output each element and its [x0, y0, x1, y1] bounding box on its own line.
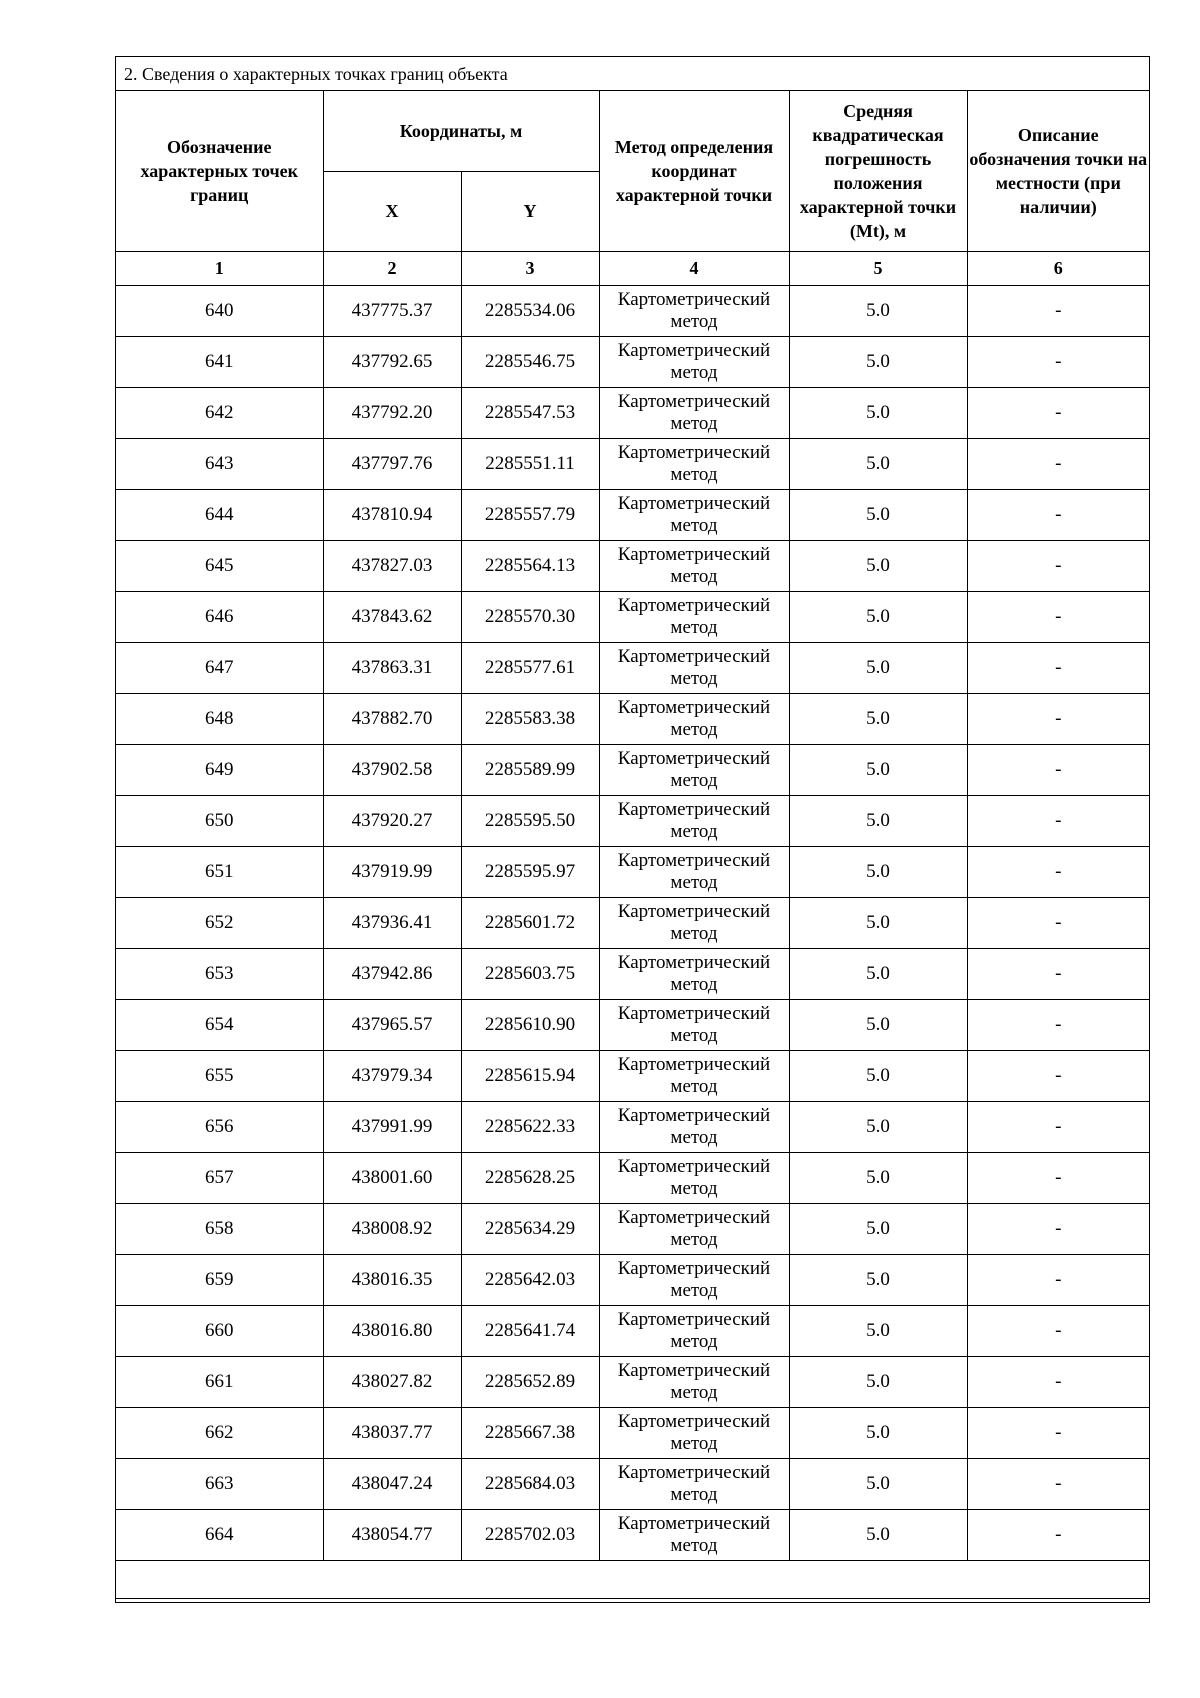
method-cell: Картометрический метод	[599, 897, 789, 948]
method-cell: Картометрический метод	[599, 846, 789, 897]
description-cell: -	[967, 795, 1149, 846]
y-cell: 2285702.03	[461, 1509, 599, 1560]
x-cell: 437792.65	[323, 336, 461, 387]
description-cell: -	[967, 1101, 1149, 1152]
y-cell: 2285595.97	[461, 846, 599, 897]
y-cell: 2285634.29	[461, 1203, 599, 1254]
x-cell: 437843.62	[323, 591, 461, 642]
method-cell: Картометрический метод	[599, 1101, 789, 1152]
method-cell: Картометрический метод	[599, 948, 789, 999]
y-cell: 2285547.53	[461, 387, 599, 438]
point-cell: 649	[116, 744, 323, 795]
y-cell: 2285583.38	[461, 693, 599, 744]
x-cell: 438016.80	[323, 1305, 461, 1356]
method-cell: Картометрический метод	[599, 744, 789, 795]
table-row	[116, 489, 1149, 540]
method-cell: Картометрический метод	[599, 1305, 789, 1356]
description-cell: -	[967, 1203, 1149, 1254]
x-cell: 437979.34	[323, 1050, 461, 1101]
description-cell: -	[967, 1356, 1149, 1407]
method-cell: Картометрический метод	[599, 693, 789, 744]
table-row	[116, 1203, 1149, 1254]
y-cell: 2285667.38	[461, 1407, 599, 1458]
description-cell: -	[967, 1458, 1149, 1509]
table-row	[116, 285, 1149, 336]
point-cell: 664	[116, 1509, 323, 1560]
x-cell: 437965.57	[323, 999, 461, 1050]
method-cell: Картометрический метод	[599, 1050, 789, 1101]
x-cell: 438047.24	[323, 1458, 461, 1509]
y-cell: 2285551.11	[461, 438, 599, 489]
section-title: 2. Сведения о характерных точках границ объекта	[116, 57, 1149, 91]
description-cell: -	[967, 744, 1149, 795]
method-cell: Картометрический метод	[599, 795, 789, 846]
method-cell: Картометрический метод	[599, 591, 789, 642]
point-cell: 641	[116, 336, 323, 387]
x-cell: 437991.99	[323, 1101, 461, 1152]
x-cell: 438027.82	[323, 1356, 461, 1407]
point-cell: 643	[116, 438, 323, 489]
column-number: 1	[116, 251, 323, 285]
point-cell: 658	[116, 1203, 323, 1254]
y-cell: 2285546.75	[461, 336, 599, 387]
table-row	[116, 1152, 1149, 1203]
table-row	[116, 540, 1149, 591]
header-coordinates: Координаты, м	[323, 91, 599, 171]
header-method: Метод определения координат характерной точки	[599, 91, 789, 251]
error-cell: 5.0	[789, 591, 967, 642]
header-x: X	[323, 171, 461, 251]
point-cell: 662	[116, 1407, 323, 1458]
y-cell: 2285652.89	[461, 1356, 599, 1407]
description-cell: -	[967, 336, 1149, 387]
method-cell: Картометрический метод	[599, 285, 789, 336]
error-cell: 5.0	[789, 1509, 967, 1560]
method-cell: Картометрический метод	[599, 336, 789, 387]
description-cell: -	[967, 846, 1149, 897]
table-row	[116, 846, 1149, 897]
header-y: Y	[461, 171, 599, 251]
y-cell: 2285601.72	[461, 897, 599, 948]
error-cell: 5.0	[789, 1356, 967, 1407]
x-cell: 438054.77	[323, 1509, 461, 1560]
method-cell: Картометрический метод	[599, 1152, 789, 1203]
method-cell: Картометрический метод	[599, 438, 789, 489]
description-cell: -	[967, 948, 1149, 999]
table-row	[116, 438, 1149, 489]
description-cell: -	[967, 999, 1149, 1050]
point-cell: 650	[116, 795, 323, 846]
method-cell: Картометрический метод	[599, 1203, 789, 1254]
table-row	[116, 1356, 1149, 1407]
table-row	[116, 1305, 1149, 1356]
error-cell: 5.0	[789, 744, 967, 795]
method-cell: Картометрический метод	[599, 1356, 789, 1407]
table-body	[116, 285, 1149, 1598]
point-cell: 656	[116, 1101, 323, 1152]
column-number: 4	[599, 251, 789, 285]
empty-footer-cell	[116, 1560, 1149, 1598]
point-cell: 642	[116, 387, 323, 438]
x-cell: 437863.31	[323, 642, 461, 693]
description-cell: -	[967, 438, 1149, 489]
description-cell: -	[967, 387, 1149, 438]
x-cell: 437810.94	[323, 489, 461, 540]
point-cell: 646	[116, 591, 323, 642]
error-cell: 5.0	[789, 540, 967, 591]
x-cell: 437919.99	[323, 846, 461, 897]
x-cell: 437942.86	[323, 948, 461, 999]
point-cell: 644	[116, 489, 323, 540]
y-cell: 2285564.13	[461, 540, 599, 591]
header-designation: Обозначение характерных точек границ	[116, 91, 323, 251]
header-description: Описание обозначения точки на местности (при наличии)	[967, 91, 1149, 251]
y-cell: 2285570.30	[461, 591, 599, 642]
header-error: Средняя квадратическая погрешность положения характерной точки (Mt), м	[789, 91, 967, 251]
error-cell: 5.0	[789, 1254, 967, 1305]
table-row	[116, 1458, 1149, 1509]
error-cell: 5.0	[789, 1050, 967, 1101]
method-cell: Картометрический метод	[599, 387, 789, 438]
y-cell: 2285534.06	[461, 285, 599, 336]
error-cell: 5.0	[789, 285, 967, 336]
y-cell: 2285595.50	[461, 795, 599, 846]
y-cell: 2285603.75	[461, 948, 599, 999]
y-cell: 2285628.25	[461, 1152, 599, 1203]
column-number: 5	[789, 251, 967, 285]
point-cell: 654	[116, 999, 323, 1050]
error-cell: 5.0	[789, 999, 967, 1050]
table-row	[116, 336, 1149, 387]
table-row	[116, 591, 1149, 642]
y-cell: 2285622.33	[461, 1101, 599, 1152]
method-cell: Картометрический метод	[599, 540, 789, 591]
y-cell: 2285610.90	[461, 999, 599, 1050]
table-row	[116, 1254, 1149, 1305]
point-cell: 652	[116, 897, 323, 948]
method-cell: Картометрический метод	[599, 1407, 789, 1458]
description-cell: -	[967, 1407, 1149, 1458]
description-cell: -	[967, 1509, 1149, 1560]
point-cell: 640	[116, 285, 323, 336]
x-cell: 438008.92	[323, 1203, 461, 1254]
table-row	[116, 948, 1149, 999]
method-cell: Картометрический метод	[599, 999, 789, 1050]
method-cell: Картометрический метод	[599, 1458, 789, 1509]
error-cell: 5.0	[789, 438, 967, 489]
point-cell: 655	[116, 1050, 323, 1101]
x-cell: 438001.60	[323, 1152, 461, 1203]
description-cell: -	[967, 489, 1149, 540]
description-cell: -	[967, 693, 1149, 744]
method-cell: Картометрический метод	[599, 642, 789, 693]
column-number: 6	[967, 251, 1149, 285]
x-cell: 437792.20	[323, 387, 461, 438]
table-row	[116, 1407, 1149, 1458]
point-cell: 660	[116, 1305, 323, 1356]
x-cell: 437936.41	[323, 897, 461, 948]
point-cell: 663	[116, 1458, 323, 1509]
table-row	[116, 1101, 1149, 1152]
point-cell: 653	[116, 948, 323, 999]
error-cell: 5.0	[789, 1407, 967, 1458]
x-cell: 438016.35	[323, 1254, 461, 1305]
description-cell: -	[967, 1254, 1149, 1305]
description-cell: -	[967, 1050, 1149, 1101]
error-cell: 5.0	[789, 489, 967, 540]
point-cell: 659	[116, 1254, 323, 1305]
description-cell: -	[967, 897, 1149, 948]
error-cell: 5.0	[789, 1203, 967, 1254]
y-cell: 2285577.61	[461, 642, 599, 693]
error-cell: 5.0	[789, 846, 967, 897]
x-cell: 437882.70	[323, 693, 461, 744]
y-cell: 2285557.79	[461, 489, 599, 540]
method-cell: Картометрический метод	[599, 1254, 789, 1305]
table-row	[116, 1509, 1149, 1560]
description-cell: -	[967, 285, 1149, 336]
table-row	[116, 795, 1149, 846]
document-frame	[115, 56, 1150, 1603]
point-cell: 661	[116, 1356, 323, 1407]
column-number: 2	[323, 251, 461, 285]
description-cell: -	[967, 1305, 1149, 1356]
table-row	[116, 744, 1149, 795]
error-cell: 5.0	[789, 642, 967, 693]
y-cell: 2285615.94	[461, 1050, 599, 1101]
table-row	[116, 387, 1149, 438]
error-cell: 5.0	[789, 336, 967, 387]
empty-footer-row	[116, 1560, 1149, 1598]
error-cell: 5.0	[789, 1458, 967, 1509]
y-cell: 2285589.99	[461, 744, 599, 795]
table-row	[116, 897, 1149, 948]
error-cell: 5.0	[789, 795, 967, 846]
description-cell: -	[967, 642, 1149, 693]
table-row	[116, 1050, 1149, 1101]
table-row	[116, 693, 1149, 744]
error-cell: 5.0	[789, 693, 967, 744]
description-cell: -	[967, 591, 1149, 642]
point-cell: 648	[116, 693, 323, 744]
error-cell: 5.0	[789, 897, 967, 948]
error-cell: 5.0	[789, 1152, 967, 1203]
point-cell: 657	[116, 1152, 323, 1203]
description-cell: -	[967, 540, 1149, 591]
error-cell: 5.0	[789, 1101, 967, 1152]
x-cell: 437920.27	[323, 795, 461, 846]
x-cell: 437827.03	[323, 540, 461, 591]
y-cell: 2285684.03	[461, 1458, 599, 1509]
y-cell: 2285641.74	[461, 1305, 599, 1356]
point-cell: 651	[116, 846, 323, 897]
method-cell: Картометрический метод	[599, 489, 789, 540]
description-cell: -	[967, 1152, 1149, 1203]
column-number: 3	[461, 251, 599, 285]
table-row	[116, 642, 1149, 693]
error-cell: 5.0	[789, 1305, 967, 1356]
point-cell: 647	[116, 642, 323, 693]
error-cell: 5.0	[789, 948, 967, 999]
table-row	[116, 999, 1149, 1050]
point-cell: 645	[116, 540, 323, 591]
x-cell: 437797.76	[323, 438, 461, 489]
x-cell: 438037.77	[323, 1407, 461, 1458]
error-cell: 5.0	[789, 387, 967, 438]
boundary-points-table	[116, 91, 1149, 1599]
y-cell: 2285642.03	[461, 1254, 599, 1305]
x-cell: 437902.58	[323, 744, 461, 795]
x-cell: 437775.37	[323, 285, 461, 336]
method-cell: Картометрический метод	[599, 1509, 789, 1560]
